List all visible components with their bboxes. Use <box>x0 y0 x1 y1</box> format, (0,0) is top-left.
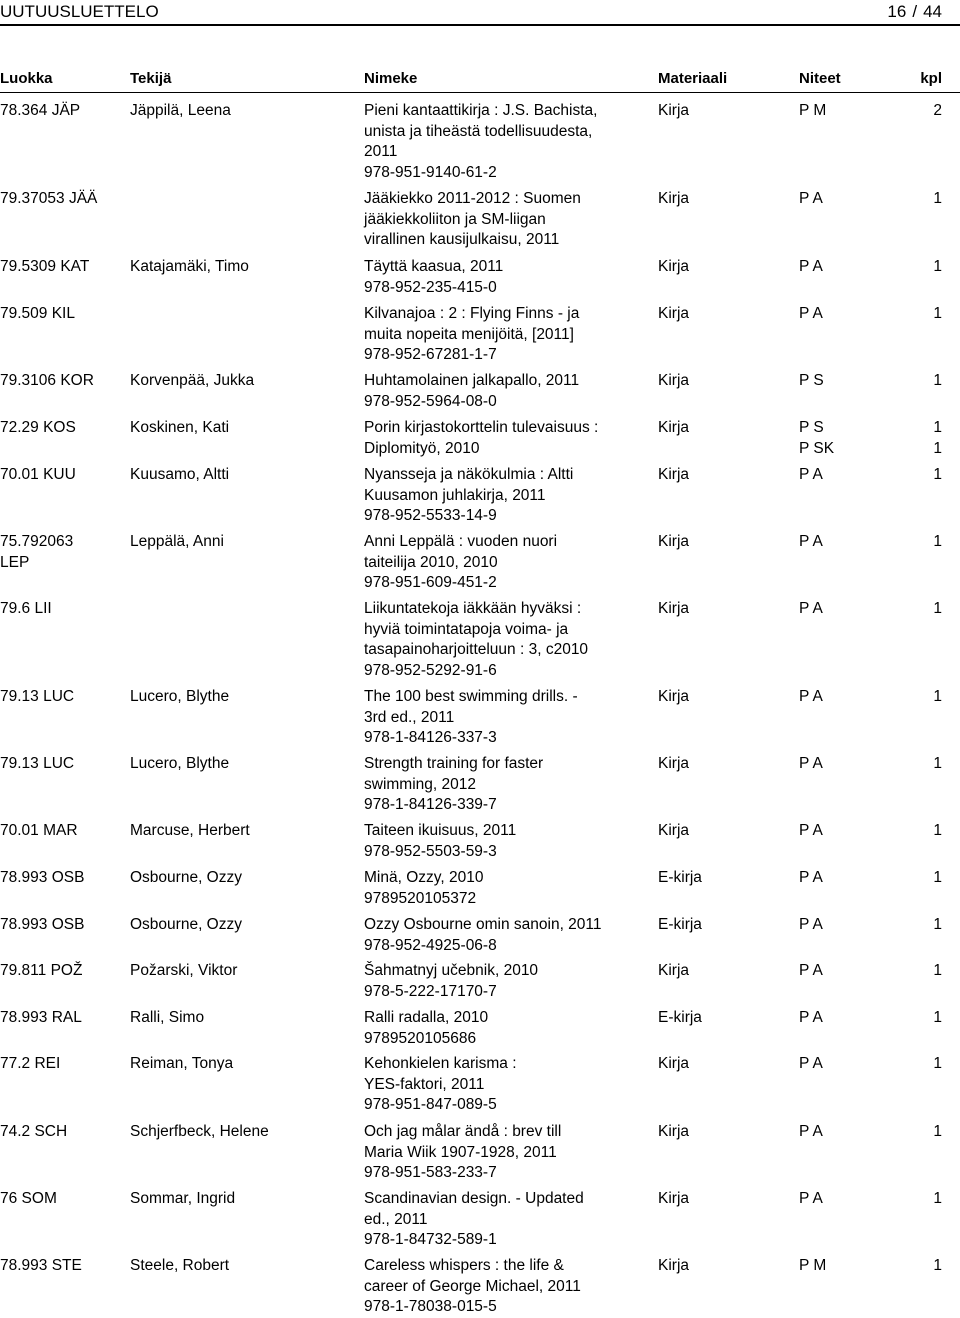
row-title-line: 978-952-67281-1-7 <box>364 346 497 363</box>
row-title-line: ed., 2011 <box>364 1210 428 1228</box>
row-title-line: virallinen kausijulkaisu, 2011 <box>364 231 560 248</box>
row-class-code-line: 72.29 KOS <box>0 419 76 436</box>
row-title-line: Och jag målar ändå : brev till <box>364 1123 562 1140</box>
row-material <box>658 915 768 936</box>
row-author <box>130 1189 355 1210</box>
row-title-line: 978-5-222-17170-7 <box>364 982 497 1000</box>
row-author-line: Schjerfbeck, Helene <box>130 1123 269 1140</box>
row-title <box>364 868 644 909</box>
row-material <box>658 821 768 842</box>
row-copies-location <box>799 1008 909 1029</box>
row-title-line: 978-951-583-233-7 <box>364 1164 497 1181</box>
row-material <box>658 465 768 486</box>
row-count <box>902 821 942 842</box>
row-title-line: 2011 <box>364 143 398 160</box>
row-count <box>902 961 942 982</box>
row-class-code <box>0 418 122 439</box>
row-title <box>364 257 644 298</box>
row-count-line: 1 <box>933 1123 942 1140</box>
row-material <box>658 257 768 278</box>
row-copies-location <box>799 1122 909 1143</box>
row-class-code <box>0 754 122 775</box>
row-copies-location <box>799 257 909 278</box>
row-title-line: 978-1-84126-339-7 <box>364 796 497 813</box>
row-copies-location <box>799 1256 909 1277</box>
row-copies-location-line: P A <box>799 466 823 483</box>
row-title <box>364 304 644 366</box>
row-title-line: Scandinavian design. - Updated <box>364 1190 584 1207</box>
row-class-code-line: 79.3106 KOR <box>0 372 94 389</box>
row-count-line: 1 <box>933 305 942 322</box>
row-class-code-line: 79.13 LUC <box>0 755 75 772</box>
row-author-line: Marcuse, Herbert <box>130 822 250 839</box>
row-title-line: 978-952-5292-91-6 <box>364 661 497 679</box>
row-material-line: Kirja <box>658 600 690 617</box>
row-material <box>658 599 768 620</box>
row-author <box>130 915 355 936</box>
row-author <box>130 532 355 553</box>
row-copies-location-line: P A <box>799 962 823 979</box>
row-title-line: 978-1-84732-589-1 <box>364 1231 497 1248</box>
row-copies-location-line: P A <box>799 258 823 275</box>
row-copies-location-line: P M <box>799 1257 827 1274</box>
row-material-line: E-kirja <box>658 916 702 933</box>
row-copies-location-line: P A <box>799 869 823 886</box>
row-title-line: unista ja tiheästä todellisuudesta, <box>364 122 593 140</box>
column-header-tekija: Tekijä <box>130 70 172 87</box>
row-count <box>902 868 942 889</box>
row-copies-location <box>799 101 909 122</box>
row-class-code <box>0 189 122 210</box>
row-title-line: Täyttä kaasua, 2011 <box>364 258 504 275</box>
row-copies-location-line: P A <box>799 688 823 705</box>
row-count-line: 1 <box>933 822 942 839</box>
row-material-line: Kirja <box>658 258 690 275</box>
row-author-line: Požarski, Viktor <box>130 962 238 979</box>
row-author <box>130 465 355 486</box>
row-material <box>658 418 768 439</box>
row-material-line: Kirja <box>658 305 690 322</box>
row-title-line: Ralli radalla, 2010 <box>364 1009 489 1026</box>
row-material-line: Kirja <box>658 372 690 389</box>
row-copies-location <box>799 189 909 210</box>
row-material-line: Kirja <box>658 1190 690 1207</box>
row-title-line: 978-951-609-451-2 <box>364 574 497 591</box>
row-title-line: 978-952-5503-59-3 <box>364 842 497 860</box>
row-copies-location <box>799 304 909 325</box>
row-title <box>364 189 644 251</box>
row-class-code <box>0 304 122 325</box>
row-material-line: Kirja <box>658 1257 690 1274</box>
row-title-line: swimming, 2012 <box>364 775 476 793</box>
row-count <box>902 371 942 392</box>
row-copies-location-line: P A <box>799 755 823 772</box>
row-title-line: Diplomityö, 2010 <box>364 439 480 457</box>
row-copies-location <box>799 687 909 708</box>
row-copies-location-line: P A <box>799 600 823 617</box>
row-title-line: 978-951-9140-61-2 <box>364 163 497 181</box>
row-title-line: 3rd ed., 2011 <box>364 708 455 726</box>
row-class-code-line: 78.993 OSB <box>0 869 85 886</box>
row-title <box>364 599 644 681</box>
row-author <box>130 418 355 439</box>
row-copies-location <box>799 868 909 889</box>
row-class-code <box>0 687 122 708</box>
row-class-code-line: 79.13 LUC <box>0 688 75 705</box>
row-title-line: 978-1-78038-015-5 <box>364 1298 497 1315</box>
row-title-line: Strength training for faster <box>364 755 544 772</box>
column-header-niteet: Niteet <box>799 70 841 87</box>
row-author <box>130 868 355 889</box>
row-count <box>902 418 942 459</box>
row-material-line: Kirja <box>658 688 690 705</box>
row-material-line: E-kirja <box>658 1009 702 1026</box>
row-copies-location <box>799 1189 909 1210</box>
row-author-line: Ralli, Simo <box>130 1009 205 1026</box>
row-class-code-line: 75.792063 <box>0 533 74 550</box>
row-author <box>130 1122 355 1143</box>
row-title-line: Jääkiekko 2011-2012 : Suomen <box>364 190 581 207</box>
row-author-line: Katajamäki, Timo <box>130 258 249 275</box>
row-title <box>364 1008 644 1049</box>
row-class-code-line: 79.811 POŽ <box>0 962 83 979</box>
row-title-line: Kuusamon juhlakirja, 2011 <box>364 486 546 504</box>
row-title-line: 9789520105686 <box>364 1029 477 1047</box>
row-author <box>130 1054 355 1075</box>
row-title <box>364 1122 644 1184</box>
row-material <box>658 754 768 775</box>
row-material-line: Kirja <box>658 962 690 979</box>
row-title-line: Huhtamolainen jalkapallo, 2011 <box>364 372 580 389</box>
row-material <box>658 371 768 392</box>
row-material-line: Kirja <box>658 102 690 119</box>
row-title-line: 978-952-5964-08-0 <box>364 392 497 410</box>
row-author <box>130 687 355 708</box>
row-title <box>364 465 644 527</box>
row-author <box>130 1008 355 1029</box>
row-class-code-line: 76 SOM <box>0 1190 57 1207</box>
row-count-line: 1 <box>933 1257 942 1274</box>
row-title <box>364 754 644 816</box>
row-title-line: 978-952-4925-06-8 <box>364 936 497 954</box>
row-class-code <box>0 257 122 278</box>
row-count-line: 1 <box>933 419 942 436</box>
row-count <box>902 1122 942 1143</box>
row-material-line: Kirja <box>658 822 690 839</box>
row-author-line: Leppälä, Anni <box>130 533 224 550</box>
row-count <box>902 101 942 122</box>
row-class-code <box>0 868 122 889</box>
row-count-line: 1 <box>933 1009 942 1026</box>
row-author-line: Reiman, Tonya <box>130 1055 234 1072</box>
row-material <box>658 1256 768 1277</box>
column-header-materiaali: Materiaali <box>658 70 728 87</box>
row-title-line: 978-952-5533-14-9 <box>364 507 497 524</box>
row-title-line: Pieni kantaattikirja : J.S. Bachista, <box>364 102 598 119</box>
row-count-line: 1 <box>933 1055 942 1072</box>
row-material-line: Kirja <box>658 466 690 483</box>
row-class-code-line: 70.01 MAR <box>0 822 78 839</box>
row-title <box>364 1256 644 1318</box>
row-title-line: muita nopeita menijöitä, [2011] <box>364 325 574 343</box>
row-count <box>902 1189 942 1210</box>
row-count <box>902 1054 942 1075</box>
row-material-line: Kirja <box>658 190 690 207</box>
row-copies-location-line: P A <box>799 1009 823 1026</box>
row-class-code <box>0 465 122 486</box>
row-copies-location-line: P SK <box>799 439 835 457</box>
row-title <box>364 687 644 749</box>
row-title-line: Ozzy Osbourne omin sanoin, 2011 <box>364 916 602 933</box>
row-author-line: Koskinen, Kati <box>130 419 230 436</box>
row-class-code <box>0 1122 122 1143</box>
row-count <box>902 465 942 486</box>
row-title-line: The 100 best swimming drills. - <box>364 688 578 705</box>
row-copies-location-line: P S <box>799 372 824 389</box>
row-count-line: 1 <box>933 533 942 550</box>
row-title-line: Careless whispers : the life & <box>364 1257 564 1274</box>
row-class-code-line: 79.6 LII <box>0 600 52 617</box>
row-author-line: Steele, Robert <box>130 1257 230 1274</box>
row-class-code <box>0 1189 122 1210</box>
row-material-line: E-kirja <box>658 869 702 886</box>
row-title <box>364 915 644 956</box>
row-copies-location-line: P A <box>799 822 823 839</box>
row-count-line: 1 <box>933 688 942 705</box>
current-page: 16 <box>887 2 907 21</box>
row-author-line: Lucero, Blythe <box>130 688 230 705</box>
row-class-code-line: 79.5309 KAT <box>0 258 90 275</box>
row-material <box>658 189 768 210</box>
row-count-line: 1 <box>933 258 942 275</box>
row-title <box>364 961 644 1002</box>
row-count <box>902 532 942 553</box>
row-title-line: Šahmatnyj učebnik, 2010 <box>364 962 539 979</box>
row-class-code <box>0 1054 122 1075</box>
row-count <box>902 257 942 278</box>
row-class-code <box>0 532 122 573</box>
row-count-line: 1 <box>933 372 942 389</box>
document-title: UUTUUSLUETTELO <box>0 2 159 21</box>
row-title-line: Porin kirjastokorttelin tulevaisuus : <box>364 419 599 436</box>
row-title-line: tasapainoharjoitteluun : 3, c2010 <box>364 641 589 658</box>
row-class-code-line: 74.2 SCH <box>0 1123 68 1140</box>
row-author-line: Osbourne, Ozzy <box>130 869 242 886</box>
row-class-code-line: 78.993 OSB <box>0 916 85 933</box>
row-author-line: Korvenpää, Jukka <box>130 372 255 389</box>
row-author-line: Osbourne, Ozzy <box>130 916 242 933</box>
row-copies-location <box>799 465 909 486</box>
row-copies-location-line: P A <box>799 190 823 207</box>
row-class-code-line: 70.01 KUU <box>0 466 76 483</box>
row-author-line: Sommar, Ingrid <box>130 1190 236 1207</box>
row-material-line: Kirja <box>658 419 690 436</box>
row-copies-location <box>799 418 909 459</box>
row-class-code <box>0 101 122 122</box>
row-copies-location <box>799 371 909 392</box>
row-class-code <box>0 1256 122 1277</box>
row-class-code-line: 79.509 KIL <box>0 305 75 322</box>
row-count <box>902 1008 942 1029</box>
row-copies-location <box>799 754 909 775</box>
row-copies-location <box>799 599 909 620</box>
row-copies-location-line: P A <box>799 1190 823 1207</box>
row-material <box>658 101 768 122</box>
row-count-line: 1 <box>933 1190 942 1207</box>
row-material-line: Kirja <box>658 533 690 550</box>
row-title-line: Taiteen ikuisuus, 2011 <box>364 822 517 839</box>
row-title <box>364 371 644 412</box>
row-class-code-line: 79.37053 JÄÄ <box>0 190 98 207</box>
row-material-line: Kirja <box>658 755 690 772</box>
row-title <box>364 101 644 183</box>
row-copies-location-line: P S <box>799 419 824 436</box>
row-author <box>130 1256 355 1277</box>
row-copies-location-line: P A <box>799 1123 823 1140</box>
row-count <box>902 599 942 620</box>
row-class-code-line: 77.2 REI <box>0 1055 61 1072</box>
row-count <box>902 304 942 325</box>
row-title-line: jääkiekkoliiton ja SM-liigan <box>364 210 546 228</box>
row-class-code <box>0 821 122 842</box>
row-class-code-line: 78.993 STE <box>0 1257 82 1274</box>
row-count-line: 1 <box>933 869 942 886</box>
row-material <box>658 1008 768 1029</box>
row-class-code-line: 78.364 JÄP <box>0 102 81 119</box>
row-count-line: 1 <box>933 962 942 979</box>
row-copies-location <box>799 821 909 842</box>
row-material <box>658 1122 768 1143</box>
row-title <box>364 532 644 594</box>
row-author <box>130 101 355 122</box>
column-header-kpl: kpl <box>920 70 942 87</box>
row-title-line: Anni Leppälä : vuoden nuori <box>364 533 558 550</box>
row-class-code <box>0 961 122 982</box>
row-count-line: 1 <box>933 600 942 617</box>
column-header-nimeke: Nimeke <box>364 70 418 87</box>
column-header-luokka: Luokka <box>0 70 53 87</box>
row-title-line: Liikuntatekoja iäkkään hyväksi : <box>364 600 582 617</box>
row-material <box>658 1189 768 1210</box>
row-class-code <box>0 371 122 392</box>
row-title-line: taiteilija 2010, 2010 <box>364 553 498 571</box>
row-count <box>902 754 942 775</box>
row-count-line: 2 <box>933 102 942 119</box>
row-title-line: 9789520105372 <box>364 889 477 907</box>
row-material <box>658 532 768 553</box>
row-count-line: 1 <box>933 439 942 457</box>
row-count <box>902 189 942 210</box>
total-pages: 44 <box>923 2 942 21</box>
page-separator: / <box>912 2 918 21</box>
row-author <box>130 257 355 278</box>
row-copies-location-line: P A <box>799 1055 823 1072</box>
row-class-code-line: LEP <box>0 553 30 571</box>
row-title-line: Maria Wiik 1907-1928, 2011 <box>364 1143 557 1161</box>
row-class-code <box>0 1008 122 1029</box>
row-title-line: Kehonkielen karisma : <box>364 1055 517 1072</box>
row-title <box>364 1054 644 1116</box>
row-title <box>364 1189 644 1251</box>
row-count <box>902 687 942 708</box>
row-title <box>364 418 644 459</box>
row-copies-location <box>799 915 909 936</box>
row-copies-location <box>799 961 909 982</box>
row-material <box>658 304 768 325</box>
row-author <box>130 754 355 775</box>
row-title-line: Kilvanajoa : 2 : Flying Finns - ja <box>364 305 580 322</box>
row-copies-location-line: P A <box>799 533 823 550</box>
row-count-line: 1 <box>933 190 942 207</box>
row-count <box>902 1256 942 1277</box>
row-material <box>658 868 768 889</box>
row-author-line: Jäppilä, Leena <box>130 102 231 119</box>
row-count-line: 1 <box>933 466 942 483</box>
row-copies-location-line: P A <box>799 916 823 933</box>
row-title-line: 978-951-847-089-5 <box>364 1096 497 1113</box>
row-material <box>658 1054 768 1075</box>
row-title-line: Minä, Ozzy, 2010 <box>364 869 484 886</box>
row-copies-location <box>799 532 909 553</box>
row-class-code-line: 78.993 RAL <box>0 1009 82 1026</box>
row-class-code <box>0 915 122 936</box>
row-title-line: YES-faktori, 2011 <box>364 1075 485 1093</box>
row-copies-location-line: P M <box>799 102 827 119</box>
row-count-line: 1 <box>933 755 942 772</box>
row-material <box>658 961 768 982</box>
row-material-line: Kirja <box>658 1055 690 1072</box>
row-title <box>364 821 644 862</box>
row-copies-location <box>799 1054 909 1075</box>
row-count <box>902 915 942 936</box>
row-title-line: Nyansseja ja näkökulmia : Altti <box>364 466 574 483</box>
row-author <box>130 821 355 842</box>
row-title-line: career of George Michael, 2011 <box>364 1277 581 1295</box>
row-author-line: Lucero, Blythe <box>130 755 230 772</box>
row-author-line: Kuusamo, Altti <box>130 466 230 483</box>
row-author <box>130 371 355 392</box>
row-copies-location-line: P A <box>799 305 823 322</box>
row-title-line: 978-1-84126-337-3 <box>364 729 497 746</box>
row-title-line: hyviä toimintatapoja voima- ja <box>364 620 569 638</box>
row-class-code <box>0 599 122 620</box>
row-title-line: 978-952-235-415-0 <box>364 278 497 296</box>
row-count-line: 1 <box>933 916 942 933</box>
row-author <box>130 961 355 982</box>
row-material-line: Kirja <box>658 1123 690 1140</box>
row-material <box>658 687 768 708</box>
